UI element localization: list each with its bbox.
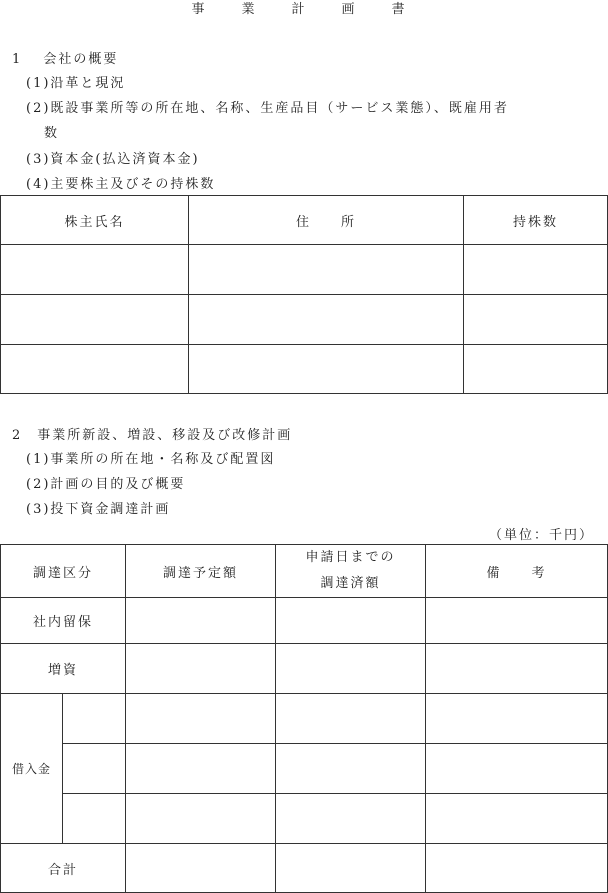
header-shareholder-name: 株主氏名 [1,196,189,245]
header-category: 調達区分 [1,545,126,598]
table-row [1,794,608,844]
table-row [1,844,608,893]
section2-item-2: (2)計画の目的及び概要 [26,477,186,492]
section1-heading: 1 会社の概要 [12,52,119,67]
section2-heading: 2 事業所新設、増設、移設及び改修計画 [12,428,293,443]
header-procured-amount [276,545,426,598]
table-row [1,245,608,295]
section2-item-1: (1)事業所の所在地・名称及び配置図 [26,452,276,467]
header-planned-amount: 調達予定額 [126,545,276,598]
section1-item-3: (3)資本金(払込済資本金) [26,152,200,167]
section1-item-4: (4)主要株主及びその持株数 [26,177,216,192]
table-row [1,744,608,794]
header-procured-line2: 調達済額 [320,576,381,591]
row-label-retained: 社内留保 [1,598,126,644]
header-address: 住 所 [189,196,464,245]
section1-item-2: (2)既設事業所等の所在地、名称、生産品目（サービス業態）、既雇用者 [26,101,509,116]
table-row [1,694,608,744]
table-row [1,295,608,345]
table-row [1,345,608,394]
document-title: 事 業 計 画 書 [191,2,417,17]
table-row [1,644,608,694]
row-label-total: 合計 [1,844,126,893]
funding-table [0,544,608,893]
section1-item-2-cont: 数 [44,126,60,141]
header-procured-line1: 申請日までの [305,550,396,565]
unit-label: （単位：千円） [488,528,594,543]
table-row [1,598,608,644]
row-label-capital-increase: 増資 [1,644,126,694]
row-label-borrowing: 借入金 [1,694,63,844]
header-remarks: 備 考 [426,545,608,598]
section1-item-1: (1)沿革と現況 [26,76,126,91]
shareholder-table [0,195,608,394]
section2-item-3: (3)投下資金調達計画 [26,502,171,517]
header-shares: 持株数 [464,196,608,245]
